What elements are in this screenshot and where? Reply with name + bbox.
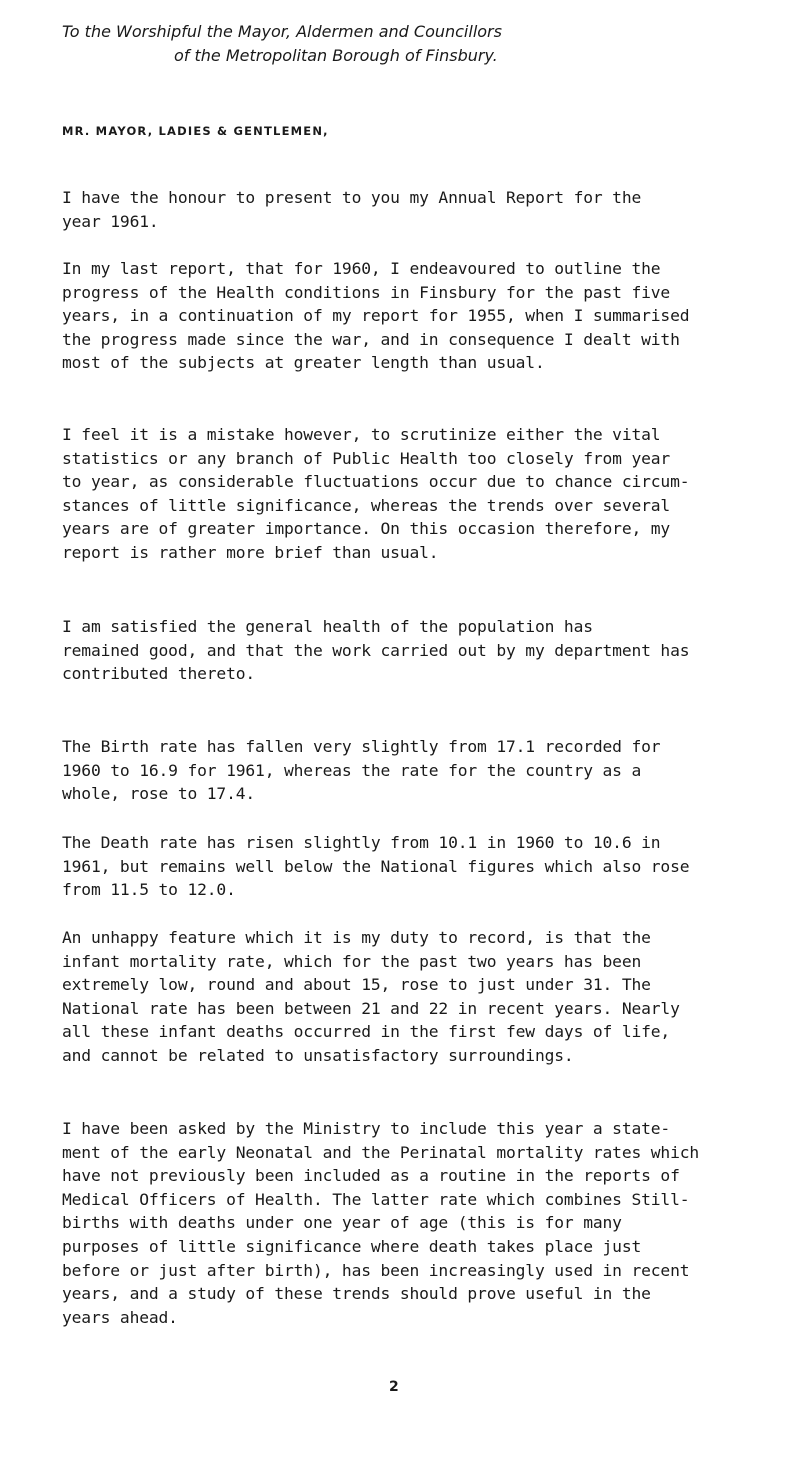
dedication-line-1: To the Worshipful the Mayor, Aldermen and Councillors	[62, 22, 502, 41]
paragraph-2: In my last report, that for 1960, I endeavoured to outline the progress of the Health conditions in Finsbury for the past five years, in a continuation of my report for 1955, when I summarised the progress made since the war, and in consequence I dealt with most of the subjects at greater length than usual.	[62, 259, 690, 373]
dedication-heading	[62, 20, 762, 68]
paragraph-4: I am satisfied the general health of the population has remained good, and that the work carried out by my department has contributed thereto.	[62, 617, 690, 684]
paragraph-1: I have the honour to present to you my Annual Report for the year 1961.	[62, 188, 642, 231]
paragraph-5: The Birth rate has fallen very slightly from 17.1 recorded for 1960 to 16.9 for 1961, whereas the rate for the country as a whole, rose to 17.4.	[62, 737, 661, 804]
address-line: MR. MAYOR, LADIES & GENTLEMEN,	[62, 124, 329, 138]
paragraph-8: I have been asked by the Ministry to include this year a state- ment of the early Neonatal and the Perinatal mortality rates which have not previously been included as a routine in the reports of Medical Officers of Health. The latter rate which combines Still- births with deaths under one year of age (this is for many purposes of little significance where death takes place just before or just after birth), has been increasingly used in recent years, and a study of these trends should prove useful in the years ahead.	[62, 1119, 700, 1327]
dedication-line-2: of the Metropolitan Borough of Finsbury.	[174, 46, 498, 65]
page-number: 2	[389, 1379, 399, 1395]
paragraph-6: The Death rate has risen slightly from 10.1 in 1960 to 10.6 in 1961, but remains well below the National figures which also rose from 11.5 to 12.0.	[62, 833, 690, 900]
paragraph-3: I feel it is a mistake however, to scrutinize either the vital statistics or any branch of Public Health too closely from year to year, as considerable fluctuations occur due to chance circum- stances of little significance, whereas the trends over several years are of greater importance. On this occasion therefore, my report is rather more brief than usual.	[62, 425, 690, 562]
paragraph-7: An unhappy feature which it is my duty to record, is that the infant mortality rate, which for the past two years has been extremely low, round and about 15, rose to just under 31. The National rate has been between 21 and 22 in recent years. Nearly all these infant deaths occurred in the first few days of life, and cannot be related to unsatisfactory surroundings.	[62, 928, 680, 1065]
